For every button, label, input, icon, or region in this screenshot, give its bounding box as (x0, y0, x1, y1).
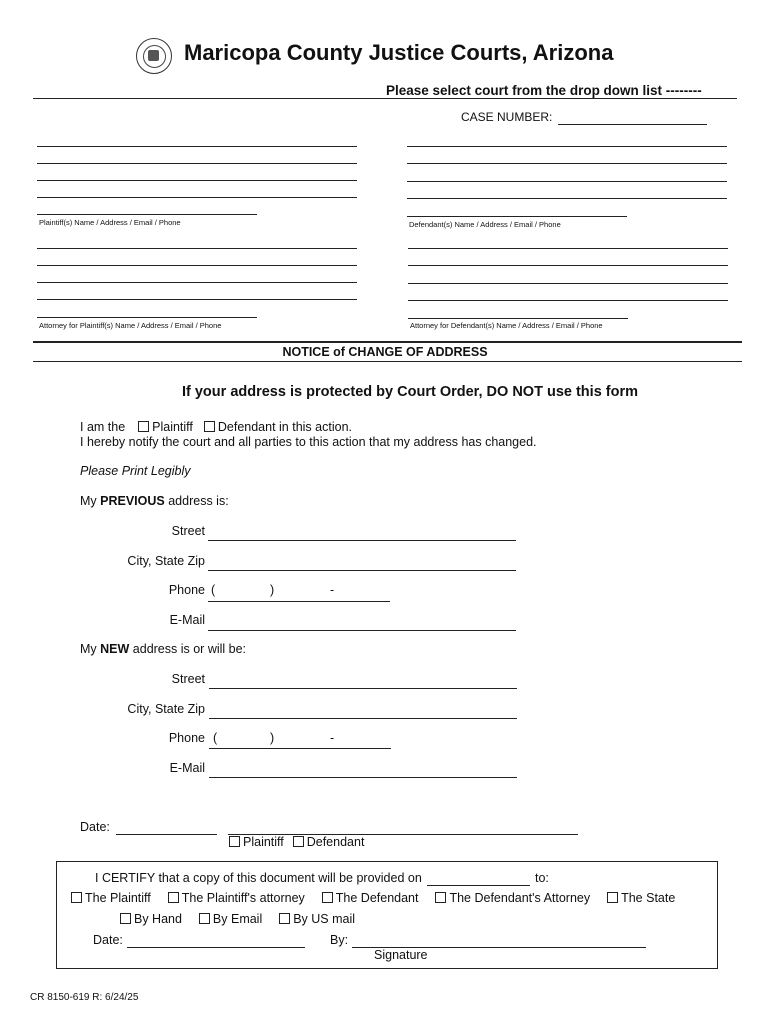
defendant-line-1[interactable] (407, 146, 727, 147)
defendant-checkbox[interactable] (204, 421, 215, 432)
date-field[interactable] (116, 834, 217, 835)
certify-to: to: (535, 871, 549, 885)
recipient-state-label: The State (621, 891, 676, 905)
certify-service-date-field[interactable] (127, 947, 305, 948)
new-phone-dash: - (330, 731, 335, 745)
atty-plaintiff-line-2[interactable] (37, 265, 357, 266)
prev-city-field[interactable] (208, 570, 516, 571)
attorney-plaintiff-label: Attorney for Plaintiff(s) Name / Address / Email / Phone (39, 321, 222, 330)
plaintiff-label: Plaintiff(s) Name / Address / Email / Phone (39, 218, 181, 227)
case-number-label: CASE NUMBER: (461, 110, 553, 124)
signer-defendant-label: Defendant (306, 835, 365, 849)
page-title: Maricopa County Justice Courts, Arizona (184, 40, 614, 65)
recipient-state-checkbox[interactable] (607, 892, 618, 903)
recipient-options (71, 891, 675, 905)
recipient-plaintiff-attorney-checkbox[interactable] (168, 892, 179, 903)
defendant-label: Defendant(s) Name / Address / Email / Phone (409, 220, 561, 229)
signer-plaintiff-checkbox[interactable] (229, 836, 240, 847)
recipient-plaintiff-attorney-label: The Plaintiff's attorney (181, 891, 305, 905)
party-role-row (80, 420, 352, 434)
prev-email-field[interactable] (208, 630, 516, 631)
by-email-checkbox[interactable] (199, 913, 210, 924)
new-city-field[interactable] (209, 718, 517, 719)
certify-date-field[interactable] (427, 885, 530, 886)
plaintiff-line-3[interactable] (37, 180, 357, 181)
by-mail-checkbox[interactable] (279, 913, 290, 924)
notify-text: I hereby notify the court and all parties to this action that my address has changed. (80, 435, 537, 449)
new-street-label: Street (171, 672, 205, 686)
atty-defendant-line-2[interactable] (408, 265, 728, 266)
title-rule-top (33, 341, 742, 343)
new-phone-label: Phone (168, 731, 205, 745)
defendant-line-5[interactable] (407, 216, 627, 217)
atty-defendant-line-5[interactable] (408, 318, 628, 319)
new-phone-paren-open: ( (213, 731, 218, 745)
defendant-line-4[interactable] (407, 198, 727, 199)
previous-address-heading: My PREVIOUS address is: (80, 494, 229, 508)
prev-phone-paren-open: ( (211, 583, 216, 597)
protected-warning: If your address is protected by Court Order, DO NOT use this form (181, 384, 639, 400)
defendant-line-3[interactable] (407, 181, 727, 182)
atty-plaintiff-line-1[interactable] (37, 248, 357, 249)
attorney-defendant-label: Attorney for Defendant(s) Name / Address / Email / Phone (410, 321, 603, 330)
title-rule-bottom (33, 361, 742, 362)
new-street-field[interactable] (209, 688, 517, 689)
new-phone-paren-close: ) (270, 731, 275, 745)
recipient-defendant-checkbox[interactable] (322, 892, 333, 903)
recipient-defendant-attorney-checkbox[interactable] (435, 892, 446, 903)
atty-plaintiff-line-3[interactable] (37, 282, 357, 283)
form-number: CR 8150-619 R: 6/24/25 (30, 992, 139, 1003)
by-hand-checkbox[interactable] (120, 913, 131, 924)
prev-phone-label: Phone (168, 583, 205, 597)
prev-phone-dash: - (330, 583, 335, 597)
atty-defendant-line-4[interactable] (408, 300, 728, 301)
new-email-label: E-Mail (169, 761, 205, 775)
new-phone-field[interactable] (209, 748, 391, 749)
plaintiff-checkbox[interactable] (138, 421, 149, 432)
atty-plaintiff-line-4[interactable] (37, 299, 357, 300)
by-email-label: By Email (212, 912, 263, 926)
new-city-label: City, State Zip (127, 702, 205, 716)
signer-role-row (229, 835, 364, 849)
signer-defendant-checkbox[interactable] (293, 836, 304, 847)
court-seal-icon (136, 38, 172, 74)
plaintiff-line-2[interactable] (37, 163, 357, 164)
plaintiff-line-4[interactable] (37, 197, 357, 198)
signer-plaintiff-label: Plaintiff (243, 835, 284, 849)
atty-defendant-line-3[interactable] (408, 283, 728, 284)
header-divider (33, 98, 737, 99)
recipient-plaintiff-label: The Plaintiff (85, 891, 151, 905)
recipient-defendant-label: The Defendant (335, 891, 419, 905)
i-am-the-text: I am the (80, 420, 126, 434)
atty-plaintiff-line-5[interactable] (37, 317, 257, 318)
case-number-field[interactable] (558, 124, 707, 125)
prev-email-label: E-Mail (169, 613, 205, 627)
defendant-option-label: Defendant in this action. (217, 420, 352, 434)
by-hand-label: By Hand (134, 912, 182, 926)
certify-date-label: Date: (93, 933, 123, 947)
plaintiff-line-5[interactable] (37, 214, 257, 215)
certify-by-label: By: (330, 933, 349, 947)
prev-city-label: City, State Zip (127, 554, 205, 568)
date-label: Date: (80, 820, 110, 834)
certify-text: I CERTIFY that a copy of this document will be provided on (95, 871, 422, 885)
defendant-line-2[interactable] (407, 163, 727, 164)
atty-defendant-line-1[interactable] (408, 248, 728, 249)
plaintiff-option-label: Plaintiff (152, 420, 193, 434)
recipient-defendant-attorney-label: The Defendant's Attorney (449, 891, 591, 905)
print-legibly-note: Please Print Legibly (80, 464, 191, 478)
prev-phone-paren-close: ) (270, 583, 275, 597)
recipient-plaintiff-checkbox[interactable] (71, 892, 82, 903)
plaintiff-line-1[interactable] (37, 146, 357, 147)
new-email-field[interactable] (209, 777, 517, 778)
new-address-heading: My NEW address is or will be: (80, 642, 247, 656)
form-title: NOTICE of CHANGE OF ADDRESS (282, 345, 488, 359)
by-mail-label: By US mail (293, 912, 356, 926)
prev-street-label: Street (171, 524, 205, 538)
court-select-dropdown[interactable]: Please select court from the drop down list -------- (386, 83, 702, 98)
prev-phone-field[interactable] (208, 601, 390, 602)
prev-street-field[interactable] (208, 540, 516, 541)
delivery-options (120, 912, 355, 926)
signature-caption: Signature (374, 948, 428, 962)
